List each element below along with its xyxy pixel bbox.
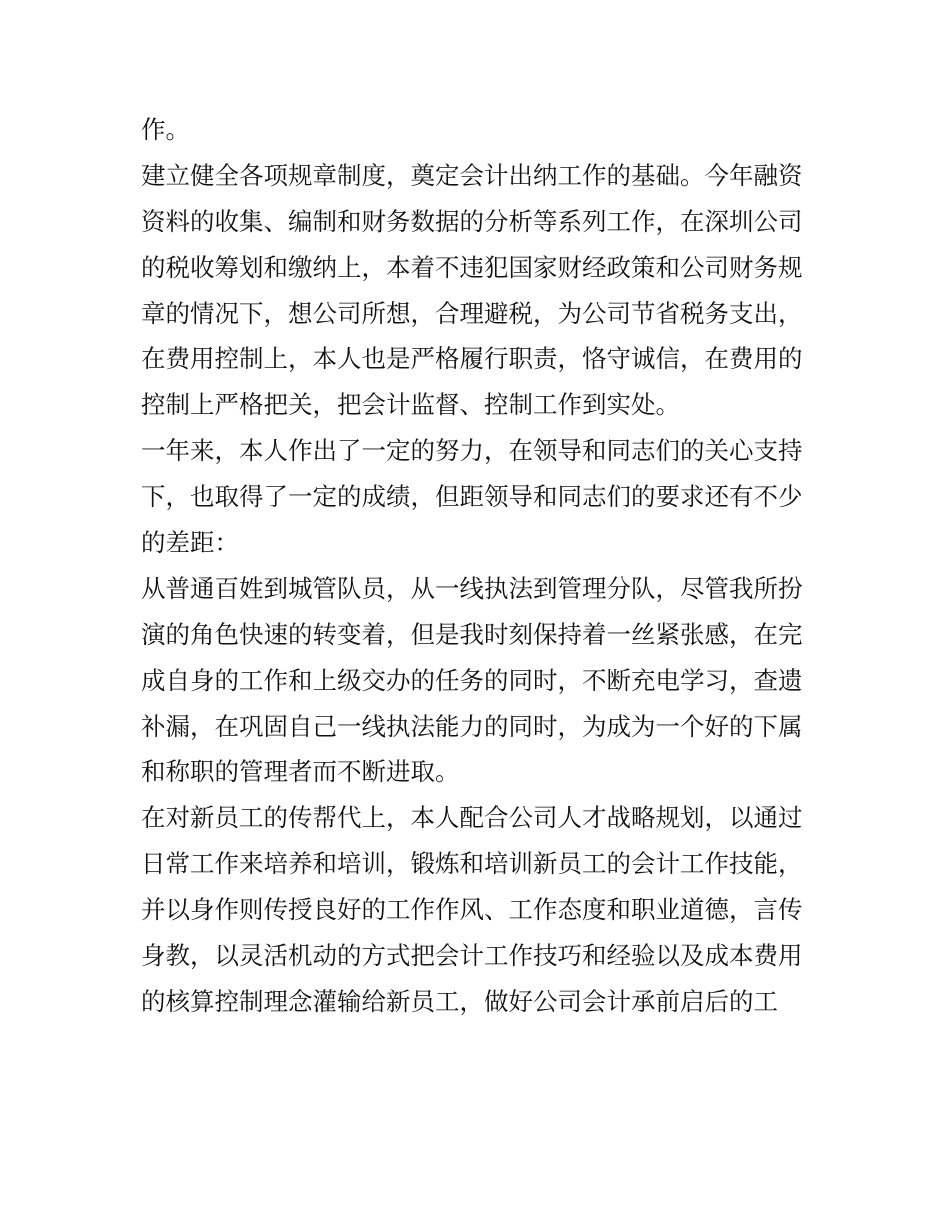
text-line: 身教，以灵活机动的方式把会计工作技巧和经验以及成本费用 bbox=[141, 941, 803, 971]
text-line: 补漏，在巩固自己一线执法能力的同时，为成为一个好的下属 bbox=[141, 711, 803, 741]
text-line: 在费用控制上，本人也是严格履行职责，恪守诚信，在费用的 bbox=[141, 344, 803, 374]
text-line: 成自身的工作和上级交办的任务的同时，不断充电学习，查遗 bbox=[141, 665, 803, 695]
text-line: 演的角色快速的转变着，但是我时刻保持着一丝紧张感，在完 bbox=[141, 619, 803, 649]
text-line: 并以身作则传授良好的工作作风、工作态度和职业道德，言传 bbox=[141, 895, 803, 925]
text-line: 的差距： bbox=[141, 528, 239, 558]
text-line: 从普通百姓到城管队员，从一线执法到管理分队，尽管我所扮 bbox=[141, 573, 803, 603]
text-line: 在对新员工的传帮代上，本人配合公司人才战略规划，以通过 bbox=[141, 803, 803, 833]
text-line: 作。 bbox=[141, 115, 190, 144]
text-line: 资料的收集、编制和财务数据的分析等系列工作，在深圳公司 bbox=[141, 206, 803, 236]
text-line: 章的情况下，想公司所想，合理避税，为公司节省税务支出， bbox=[141, 298, 803, 328]
text-line: 日常工作来培养和培训，锻炼和培训新员工的会计工作技能， bbox=[141, 849, 803, 879]
text-line: 一年来，本人作出了一定的努力，在领导和同志们的关心支持 bbox=[141, 436, 803, 466]
text-line: 控制上严格把关，把会计监督、控制工作到实处。 bbox=[141, 390, 680, 420]
text-line: 下，也取得了一定的成绩，但距领导和同志们的要求还有不少 bbox=[141, 482, 803, 512]
text-line: 的核算控制理念灌输给新员工，做好公司会计承前启后的工 bbox=[141, 986, 778, 1016]
text-line: 的税收筹划和缴纳上，本着不违犯国家财经政策和公司财务规 bbox=[141, 252, 803, 282]
text-line: 和称职的管理者而不断进取。 bbox=[141, 757, 460, 787]
body-text bbox=[141, 107, 813, 1025]
text-line: 建立健全各项规章制度，奠定会计出纳工作的基础。今年融资 bbox=[141, 160, 803, 190]
